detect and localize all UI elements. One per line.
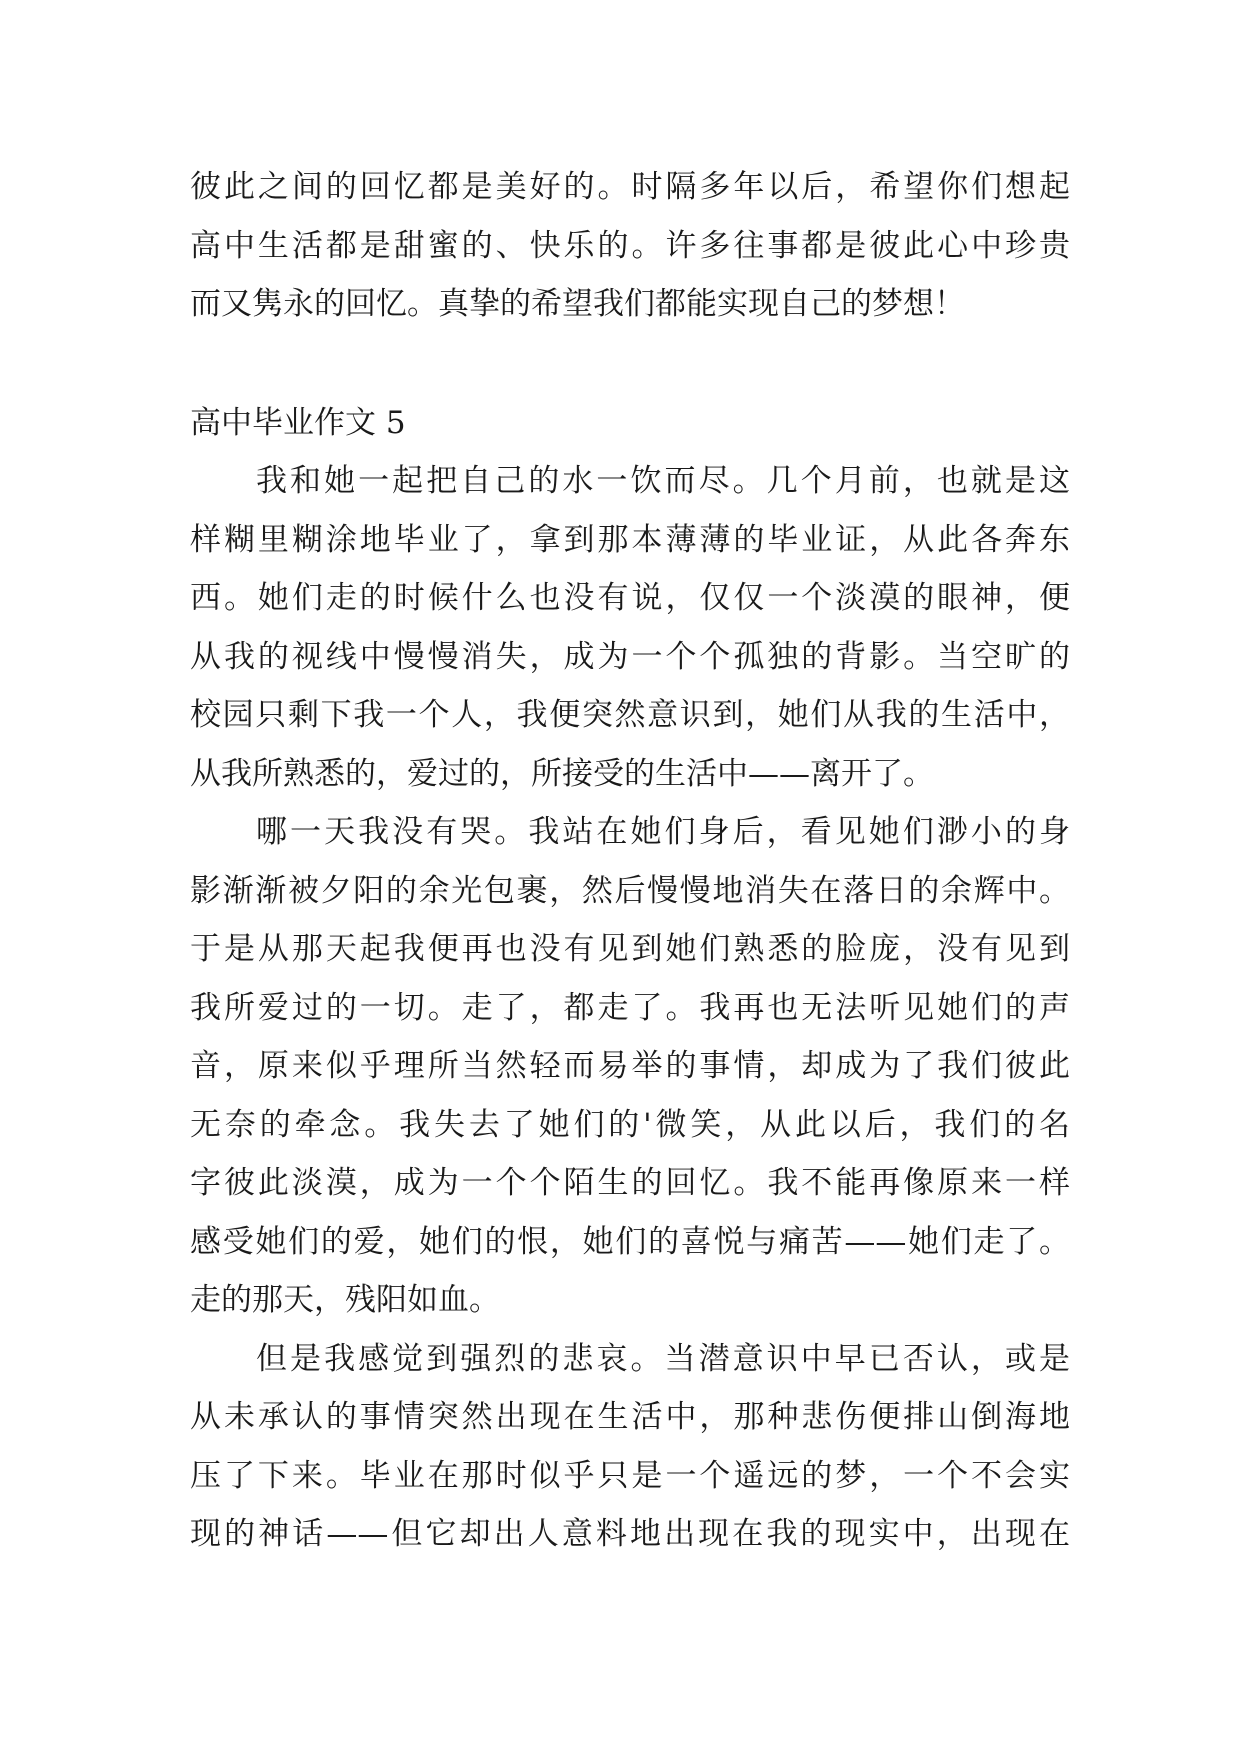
text-line: 音，原来似乎理所当然轻而易举的事情，却成为了我们彼此 xyxy=(190,1048,1070,1084)
text-line: 彼此之间的回忆都是美好的。时隔多年以后，希望你们想起 xyxy=(190,169,1070,205)
text-line: 校园只剩下我一个人，我便突然意识到，她们从我的生活中， xyxy=(190,697,1070,733)
paragraph-gap xyxy=(190,334,1070,394)
text-line: 高中生活都是甜蜜的、快乐的。许多往事都是彼此心中珍贵 xyxy=(190,227,1070,264)
text-line: 我和她一起把自己的水一饮而尽。几个月前，也就是这 xyxy=(256,463,1070,499)
text-line: 从未承认的事情突然出现在生活中，那种悲伤便排山倒海地 xyxy=(190,1399,1070,1435)
text-line: 样糊里糊涂地毕业了，拿到那本薄薄的毕业证，从此各奔东 xyxy=(190,521,1070,558)
paragraph-3 xyxy=(190,1330,1070,1564)
text-line: 无奈的牵念。我失去了她们的'微笑，从此以后，我们的名 xyxy=(190,1106,1070,1143)
text-line: 走的那天，残阳如血。 xyxy=(190,1282,500,1318)
text-line: 从我的视线中慢慢消失，成为一个个孤独的背影。当空旷的 xyxy=(190,638,1070,675)
text-line: 于是从那天起我便再也没有见到她们熟悉的脸庞，没有见到 xyxy=(190,931,1070,967)
document-body xyxy=(190,158,1070,1564)
text-line: 字彼此淡漠，成为一个个陌生的回忆。我不能再像原来一样 xyxy=(190,1165,1070,1201)
text-line: 现的神话——但它却出人意料地出现在我的现实中，出现在 xyxy=(190,1516,1070,1552)
text-line: 西。她们走的时候什么也没有说，仅仅一个淡漠的眼神，便 xyxy=(190,580,1070,616)
paragraph-2 xyxy=(190,803,1070,1330)
text-line: 哪一天我没有哭。我站在她们身后，看见她们渺小的身 xyxy=(256,814,1070,850)
text-line: 但是我感觉到强烈的悲哀。当潜意识中早已否认，或是 xyxy=(256,1340,1070,1377)
text-line: 我所爱过的一切。走了，都走了。我再也无法听见她们的声 xyxy=(190,989,1070,1026)
text-line: 感受她们的爱，她们的恨，她们的喜悦与痛苦——她们走了。 xyxy=(190,1223,1070,1260)
section-title: 高中毕业作文 5 xyxy=(190,404,406,441)
intro-paragraph xyxy=(190,158,1070,334)
text-line: 影渐渐被夕阳的余光包裹，然后慢慢地消失在落日的余辉中。 xyxy=(190,872,1070,909)
text-line: 而又隽永的回忆。真挚的希望我们都能实现自己的梦想！ xyxy=(190,286,965,322)
paragraph-1 xyxy=(190,452,1070,803)
text-line: 压了下来。毕业在那时似乎只是一个遥远的梦，一个不会实 xyxy=(190,1457,1070,1494)
text-line: 从我所熟悉的，爱过的，所接受的生活中——离开了。 xyxy=(190,755,934,792)
